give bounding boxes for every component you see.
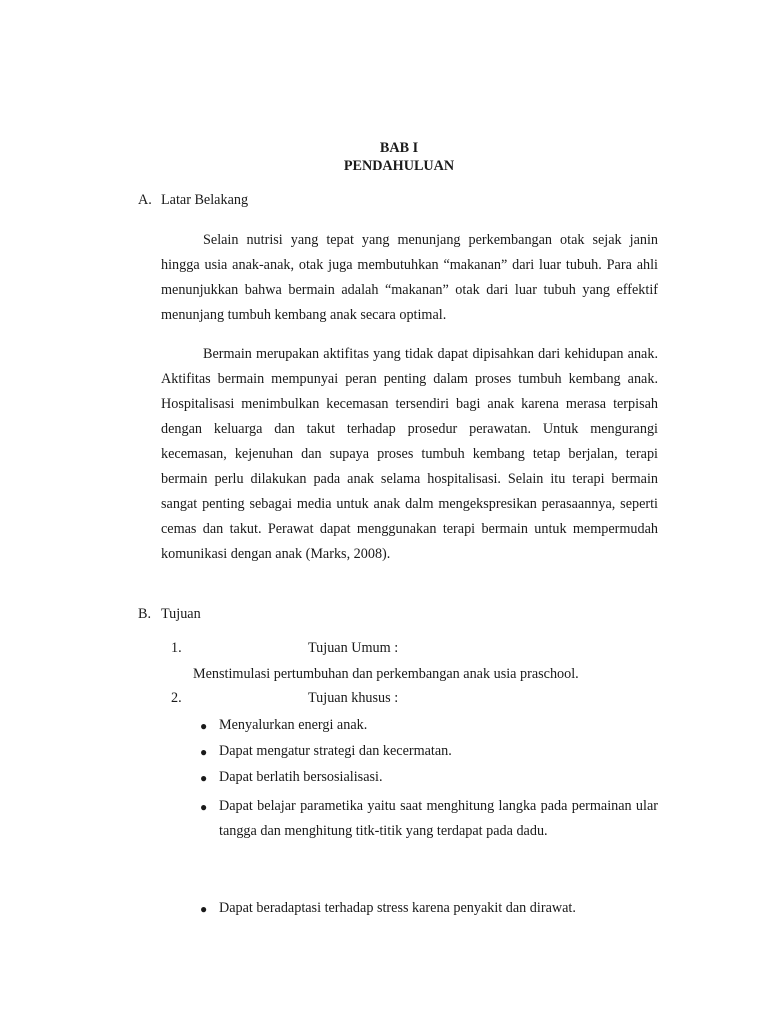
item-2-number: 2. [171,690,182,706]
section-b-heading: Tujuan [161,606,201,622]
section-a-marker: A. [138,192,152,208]
item-1-title: Tujuan Umum : [308,640,399,656]
section-a-heading: Latar Belakang [161,192,249,208]
bullet-item: Dapat berlatih bersosialisasi. [219,769,383,785]
bullet-item: Dapat belajar parametika yaitu saat menghitung langka pada permainan ular tangga dan menghitung titk-titik yang terdapat pada dadu. [219,798,658,839]
paragraph-1 [161,228,658,328]
section-b-marker: B. [138,606,152,622]
bullet-icon: ● [200,902,208,916]
chapter-number: BAB I [379,140,419,156]
bullet-item: Dapat beradaptasi terhadap stress karena penyakit dan dirawat. [219,900,576,916]
paragraph-2 [161,342,658,567]
paragraph-2-text: Bermain merupakan aktifitas yang tidak dapat dipisahkan dari kehidupan anak. Aktifitas bermain mempunyai peran penting dalam proses tumbuh kembang anak. Hospitalisasi menimbulkan kecemasan tersendiri bagi anak karena merasa terpisah dengan keluarga dan takut terhadap prosedur perawatan. Untuk mengurangi kecemasan, kejenuhan dan supaya proses tumbuh kembang tetap berjalan, terapi bermain perlu dilakukan pada anak selama hospitalisasi. Selain itu terapi bermain sangat penting sebagai media untuk anak dalm mengekspresikan perasaannya, seperti cemas dan takut. Perawat dapat menggunakan terapi bermain untuk mempermudah komunikasi dengan anak (Marks, 2008). [161,346,658,562]
item-1-text: Menstimulasi pertumbuhan dan perkembangan anak usia praschool. [193,666,579,682]
bullet-icon: ● [200,771,208,785]
chapter-title: PENDAHULUAN [343,158,455,174]
bullet-item: Dapat mengatur strategi dan kecermatan. [219,743,452,759]
item-1-number: 1. [171,640,182,656]
bullet-icon: ● [200,745,208,759]
bullet-item: Menyalurkan energi anak. [219,717,368,733]
paragraph-1-text: Selain nutrisi yang tepat yang menunjang perkembangan otak sejak janin hingga usia anak-anak, otak juga membutuhkan “makanan” dari luar tubuh. Para ahli menunjukkan bahwa bermain adalah “makanan” otak dari luar tubuh yang effektif menunjang tumbuh kembang anak secara optimal. [161,232,658,323]
item-2-title: Tujuan khusus : [308,690,399,706]
bullet-icon: ● [200,800,208,814]
bullet-icon: ● [200,719,208,733]
